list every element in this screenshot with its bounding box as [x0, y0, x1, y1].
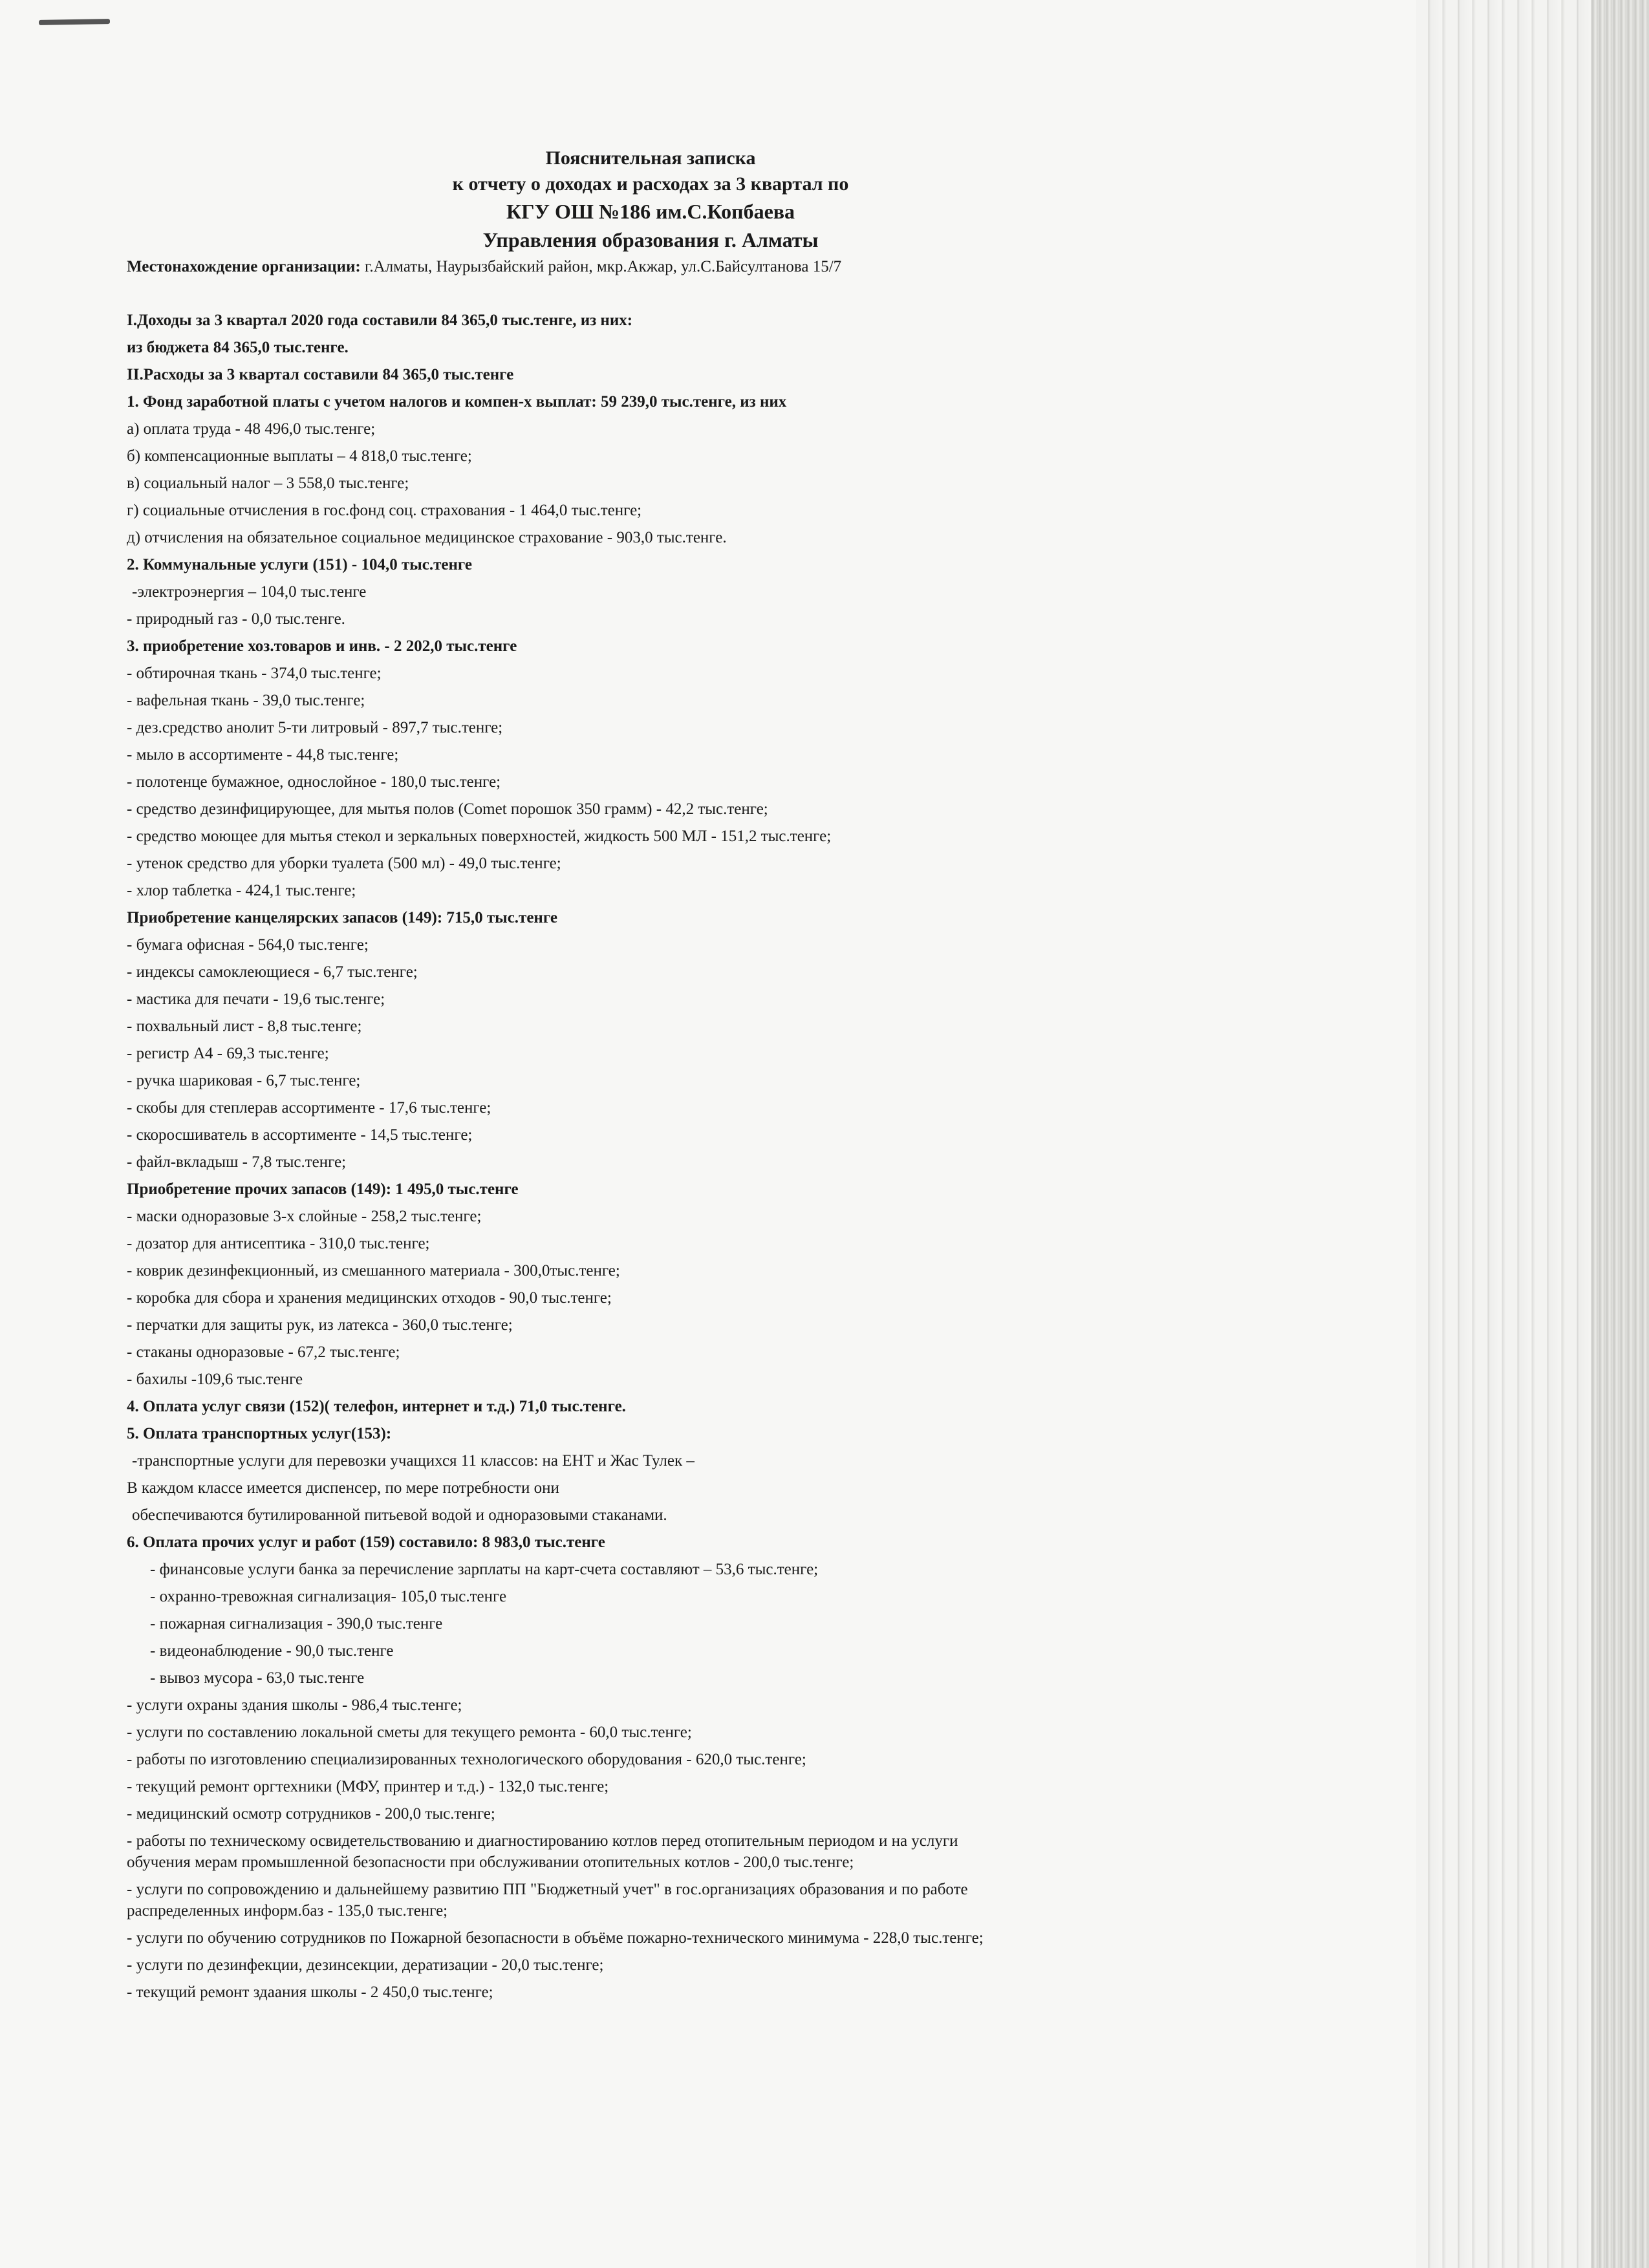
list-item: - файл-вкладыш - 7,8 тыс.тенге;	[127, 1153, 347, 1171]
list-item-software: - услуги по сопровождению и дальнейшему развитию ПП "Бюджетный учет" в гос.организациях образования и по работе распределенных информ.баз - 135,0 тыс.тенге;	[127, 1881, 968, 1920]
scan-mark	[39, 19, 110, 25]
list-item: - работы по изготовлению специализированных технологического оборудования - 620,0 тыс.тенге;	[127, 1751, 806, 1768]
list-item: - индексы самоклеющиеся - 6,7 тыс.тенге;	[127, 963, 418, 981]
other-supplies-heading: Приобретение прочих запасов (149): 1 495,0 тыс.тенге	[127, 1181, 519, 1198]
location-value: г.Алматы, Наурызбайский район, мкр.Акжар, ул.С.Байсултанова 15/7	[360, 258, 842, 275]
list-item: - мастика для печати - 19,6 тыс.тенге;	[127, 990, 385, 1008]
list-item: - пожарная сигнализация - 390,0 тыс.тенге	[150, 1615, 443, 1632]
list-item: - ручка шариковая - 6,7 тыс.тенге;	[127, 1072, 361, 1089]
list-item: - бумага офисная - 564,0 тыс.тенге;	[127, 936, 369, 954]
list-item: - вафельная ткань - 39,0 тыс.тенге;	[127, 692, 365, 709]
scanner-edge-artifact	[1416, 0, 1649, 2268]
title-line-4: Управления образования г. Алматы	[482, 228, 819, 251]
list-item: - услуги по составлению локальной сметы для текущего ремонта - 60,0 тыс.тенге;	[127, 1724, 692, 1741]
list-item: - услуги по дезинфекции, дезинсекции, дератизации - 20,0 тыс.тенге;	[127, 1956, 604, 1974]
list-item: - хлор таблетка - 424,1 тыс.тенге;	[127, 882, 356, 899]
expenses-heading: II.Расходы за 3 квартал составили 84 365,0 тыс.тенге	[127, 366, 514, 383]
list-item: - стаканы одноразовые - 67,2 тыс.тенге;	[127, 1343, 400, 1361]
organization-location	[127, 254, 1019, 280]
list-item: б) компенсационные выплаты – 4 818,0 тыс.тенге;	[127, 447, 472, 465]
list-item: - медицинский осмотр сотрудников - 200,0 тыс.тенге;	[127, 1805, 495, 1823]
list-item: - средство дезинфицирующее, для мытья полов (Comet порошок 350 грамм) - 42,2 тыс.тенге;	[127, 800, 768, 818]
list-item: - обтирочная ткань - 374,0 тыс.тенге;	[127, 665, 382, 682]
list-item: - охранно-тревожная сигнализация- 105,0 тыс.тенге	[150, 1588, 507, 1605]
list-item: - утенок средство для уборки туалета (500 мл) - 49,0 тыс.тенге;	[127, 855, 561, 872]
list-item: - средство моющее для мытья стекол и зеркальных поверхностей, жидкость 500 МЛ - 151,2 тыс.тенге;	[127, 828, 832, 845]
list-item: - перчатки для защиты рук, из латекса - 360,0 тыс.тенге;	[127, 1316, 513, 1334]
list-item: - коврик дезинфекционный, из смешанного материала - 300,0тыс.тенге;	[127, 1262, 620, 1279]
stationery-heading: Приобретение канцелярских запасов (149): 715,0 тыс.тенге	[127, 909, 557, 926]
title-line-1: Пояснительная записка	[545, 147, 756, 169]
list-item: - регистр А4 - 69,3 тыс.тенге;	[127, 1045, 329, 1062]
list-item: - текущий ремонт оргтехники (МФУ, принтер и т.д.) - 132,0 тыс.тенге;	[127, 1778, 609, 1795]
salary-heading: 1. Фонд заработной платы с учетом налогов и компен-х выплат: 59 239,0 тыс.тенге, из них	[127, 393, 787, 411]
list-item: -транспортные услуги для перевозки учащихся 11 классов: на ЕНТ и Жас Тулек –	[132, 1452, 695, 1470]
list-item: - видеонаблюдение - 90,0 тыс.тенге	[150, 1642, 394, 1660]
list-item: - похвальный лист - 8,8 тыс.тенге;	[127, 1018, 362, 1035]
list-item: а) оплата труда - 48 496,0 тыс.тенге;	[127, 420, 376, 438]
list-item: - коробка для сбора и хранения медицинских отходов - 90,0 тыс.тенге;	[127, 1289, 612, 1307]
transport-heading: 5. Оплата транспортных услуг(153):	[127, 1425, 392, 1442]
list-item: - природный газ - 0,0 тыс.тенге.	[127, 610, 345, 628]
title-line-2: к отчету о доходах и расходах за 3 квартал по	[452, 173, 849, 195]
utilities-heading: 2. Коммунальные услуги (151) - 104,0 тыс.тенге	[127, 556, 472, 573]
list-item: в) социальный налог – 3 558,0 тыс.тенге;	[127, 475, 409, 492]
household-heading: 3. приобретение хоз.товаров и инв. - 2 202,0 тыс.тенге	[127, 637, 517, 655]
list-item: - скоросшиватель в ассортименте - 14,5 тыс.тенге;	[127, 1126, 473, 1144]
list-item: д) отчисления на обязательное социальное медицинское страхование - 903,0 тыс.тенге.	[127, 529, 727, 546]
title-line-3: КГУ ОШ №186 им.С.Копбаева	[506, 200, 795, 223]
list-item: обеспечиваются бутилированной питьевой водой и одноразовыми стаканами.	[132, 1506, 667, 1524]
list-item: - дозатор для антисептика - 310,0 тыс.тенге;	[127, 1235, 430, 1252]
communication-heading: 4. Оплата услуг связи (152)( телефон, интернет и т.д.) 71,0 тыс.тенге.	[127, 1398, 626, 1415]
services-heading: 6. Оплата прочих услуг и работ (159) составило: 8 983,0 тыс.тенге	[127, 1534, 605, 1551]
list-item: - дез.средство анолит 5-ти литровый - 897,7 тыс.тенге;	[127, 719, 503, 736]
list-item: - вывоз мусора - 63,0 тыс.тенге	[150, 1669, 365, 1687]
list-item: - бахилы -109,6 тыс.тенге	[127, 1371, 303, 1388]
list-item: - маски одноразовые 3-х слойные - 258,2 тыс.тенге;	[127, 1208, 482, 1225]
list-item: - услуги охраны здания школы - 986,4 тыс.тенге;	[127, 1696, 462, 1714]
location-label: Местонахождение организации:	[127, 258, 361, 275]
list-item-fire-training: - услуги по обучению сотрудников по Пожарной безопасности в объёме пожарно-технического минимума - 228,0 тыс.тенге;	[127, 1929, 984, 1947]
list-item: - полотенце бумажное, однослойное - 180,0 тыс.тенге;	[127, 773, 501, 791]
list-item-boilers: - работы по техническому освидетельствованию и диагностированию котлов перед отопительным периодом и на услуги обучения мерам промышленной безопасности при обслуживании отопительных котлов - 200,0 тыс.тенге;	[127, 1832, 958, 1871]
document-title	[405, 145, 896, 254]
list-item: - скобы для степлерав ассортименте - 17,6 тыс.тенге;	[127, 1099, 491, 1117]
income-heading: I.Доходы за 3 квартал 2020 года составили 84 365,0 тыс.тенге, из них:	[127, 312, 633, 329]
list-item: г) социальные отчисления в гос.фонд соц. страхования - 1 464,0 тыс.тенге;	[127, 502, 642, 519]
list-item: В каждом классе имеется диспенсер, по мере потребности они	[127, 1479, 559, 1497]
list-item: - финансовые услуги банка за перечисление зарплаты на карт-счета составляют – 53,6 тыс.тенге;	[150, 1561, 819, 1578]
list-item: - текущий ремонт здаания школы - 2 450,0 тыс.тенге;	[127, 1984, 493, 2001]
list-item: -электроэнергия – 104,0 тыс.тенге	[132, 583, 367, 601]
list-item: - мыло в ассортименте - 44,8 тыс.тенге;	[127, 746, 399, 764]
document-page	[127, 145, 1019, 2006]
income-budget: из бюджета 84 365,0 тыс.тенге.	[127, 339, 349, 356]
